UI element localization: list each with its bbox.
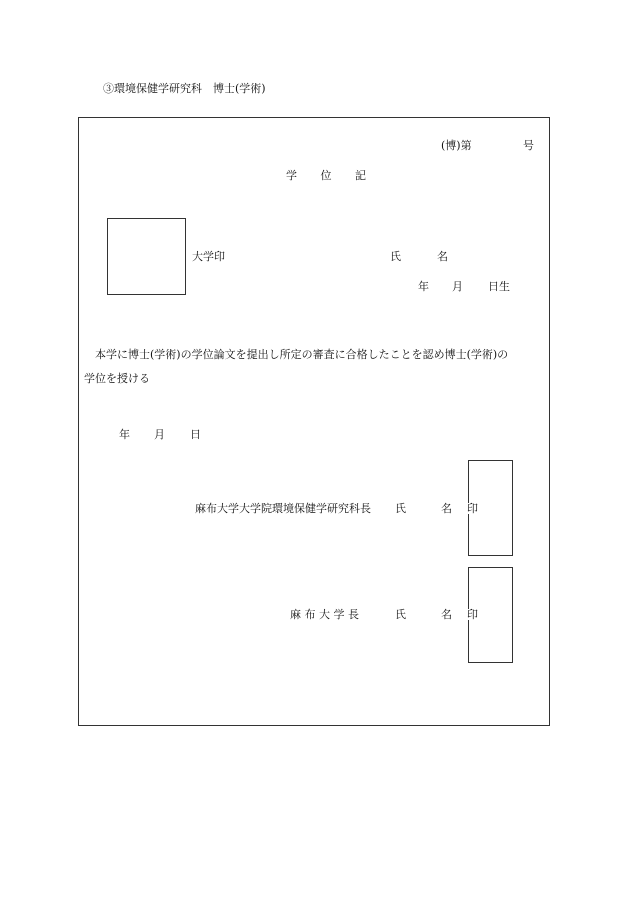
page-heading: ③環境保健学研究科 博士(学術) [103,82,266,95]
birth-year-label: 年 [418,280,429,293]
president-name-label-1: 氏 [395,608,406,621]
certificate-body-line-2: 学位を授ける [84,372,150,385]
certificate-number-prefix: (博)第 [441,139,472,152]
birth-day-label: 日生 [488,280,510,293]
birth-month-label: 月 [452,280,463,293]
issue-date-year: 年 [119,428,130,441]
recipient-name-label-2: 名 [437,250,448,263]
issue-date-month: 月 [154,428,165,441]
university-seal-label: 大学印 [192,250,225,263]
issue-date-day: 日 [190,428,201,441]
dean-name-label-2: 名 [441,502,452,515]
certificate-number-suffix: 号 [523,139,534,152]
dean-seal-label: 印 [467,502,478,515]
president-name-label-2: 名 [441,608,452,621]
recipient-name-label-1: 氏 [390,250,401,263]
university-seal-box [107,218,186,295]
president-seal-label: 印 [467,608,478,621]
dean-name-label-1: 氏 [395,502,406,515]
certificate-body-line-1: 本学に博士(学術)の学位論文を提出し所定の審査に合格したことを認め博士(学術)の [95,348,509,361]
dean-title: 麻布大学大学院環境保健学研究科長 [195,502,371,515]
certificate-title: 学 位 記 [286,169,376,182]
president-title: 麻 布 大 学 長 [290,608,359,621]
